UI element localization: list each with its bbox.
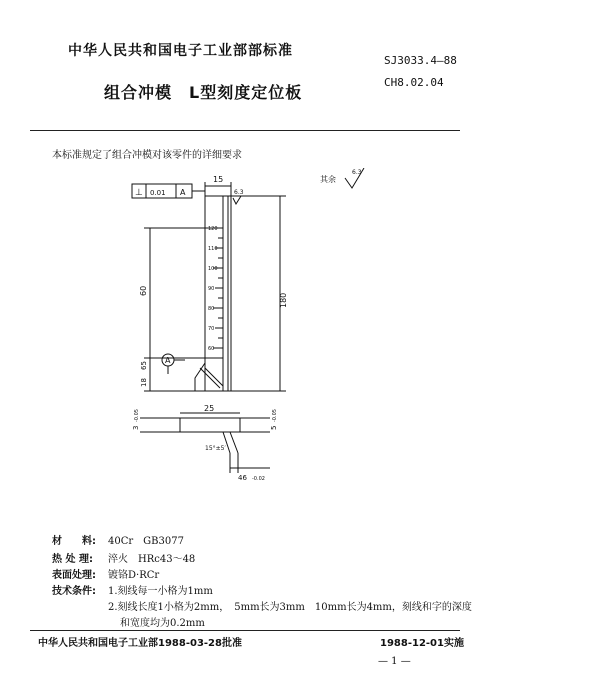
dim-left-small-label: 3 — [132, 425, 140, 430]
datum-label: A — [165, 356, 171, 365]
svg-text:60: 60 — [208, 346, 215, 352]
hatch-1 — [200, 368, 220, 388]
surface-value-label: 6.3 — [352, 169, 362, 176]
spec-value: 镀铬D·RCr — [108, 570, 160, 581]
svg-text:70: 70 — [208, 326, 215, 332]
spec-surface — [52, 566, 159, 581]
dim-right-tol-label: -0.05 — [272, 409, 278, 422]
spec-heat-treatment — [52, 550, 195, 565]
spec-technical-cont-2: 和宽度均为0.2mm — [120, 618, 205, 629]
surface-top-label: 6.3 — [234, 189, 244, 196]
spec-material — [52, 532, 184, 547]
scale-labels — [208, 226, 218, 352]
standard-code: CH8.02.04 — [384, 76, 444, 89]
spec-label: 表面处理: — [52, 570, 96, 581]
spec-label: 技术条件: — [52, 586, 96, 597]
dim-18-label: 18 — [140, 378, 148, 387]
hatch-2 — [205, 368, 223, 386]
footer-rule — [30, 630, 460, 631]
dim-65-label: 65 — [140, 361, 148, 370]
dim-top-label: 15 — [213, 175, 224, 184]
page-number: — 1 — — [378, 656, 411, 667]
svg-text:110: 110 — [208, 246, 218, 252]
tolerance-symbol: ⊥ — [135, 188, 143, 198]
ministry-header: 中华人民共和国电子工业部部标准 — [68, 43, 293, 59]
scope-text: 本标准规定了组合冲模对该零件的详细要求 — [52, 150, 242, 161]
tolerance-value: 0.01 — [150, 189, 166, 197]
document-title: 组合冲模 L型刻度定位板 — [104, 83, 303, 102]
spec-value: 40Cr GB3077 — [108, 536, 184, 547]
bottom-view-outline — [180, 418, 240, 432]
standard-number: SJ3033.4—88 — [384, 54, 457, 67]
effective-date: 1988-12-01实施 — [380, 638, 464, 649]
approval-text: 中华人民共和国电子工业部1988-03-28批准 — [38, 638, 242, 649]
svg-text:120: 120 — [208, 226, 218, 232]
dim-60-label: 60 — [139, 285, 148, 296]
dim-left-tol-label: -0.05 — [134, 409, 140, 422]
spec-label: 材 料: — [52, 536, 96, 547]
header-rule — [30, 130, 460, 131]
dim-bottom-tol-label: -0.02 — [252, 476, 265, 482]
svg-text:100: 100 — [208, 266, 218, 272]
plate-corner — [195, 363, 205, 391]
dim-angle-label: 15°±5′ — [205, 445, 226, 452]
svg-text:80: 80 — [208, 306, 215, 312]
spec-value: 淬火 HRc43～48 — [108, 554, 196, 565]
dim-bottom-label: 46 — [238, 474, 247, 482]
dim-height-label: 180 — [279, 292, 288, 308]
surface-rest-label: 其余 — [320, 175, 336, 184]
technical-drawing — [120, 168, 370, 498]
spec-label: 热 处 理: — [52, 554, 93, 565]
surface-finish-top — [233, 196, 241, 204]
spec-value: 1.刻线每一小格为1mm — [108, 586, 213, 597]
spec-technical — [52, 582, 213, 597]
tolerance-datum: A — [180, 188, 186, 197]
svg-text:90: 90 — [208, 286, 215, 292]
dim-25-label: 25 — [204, 404, 215, 413]
spec-technical-cont-1: 2.刻线长度1小格为2mm， 5mm长为3mm 10mm长为4mm，刻线和字的深度 — [108, 602, 472, 613]
dim-right-small-label: 5 — [270, 425, 278, 430]
